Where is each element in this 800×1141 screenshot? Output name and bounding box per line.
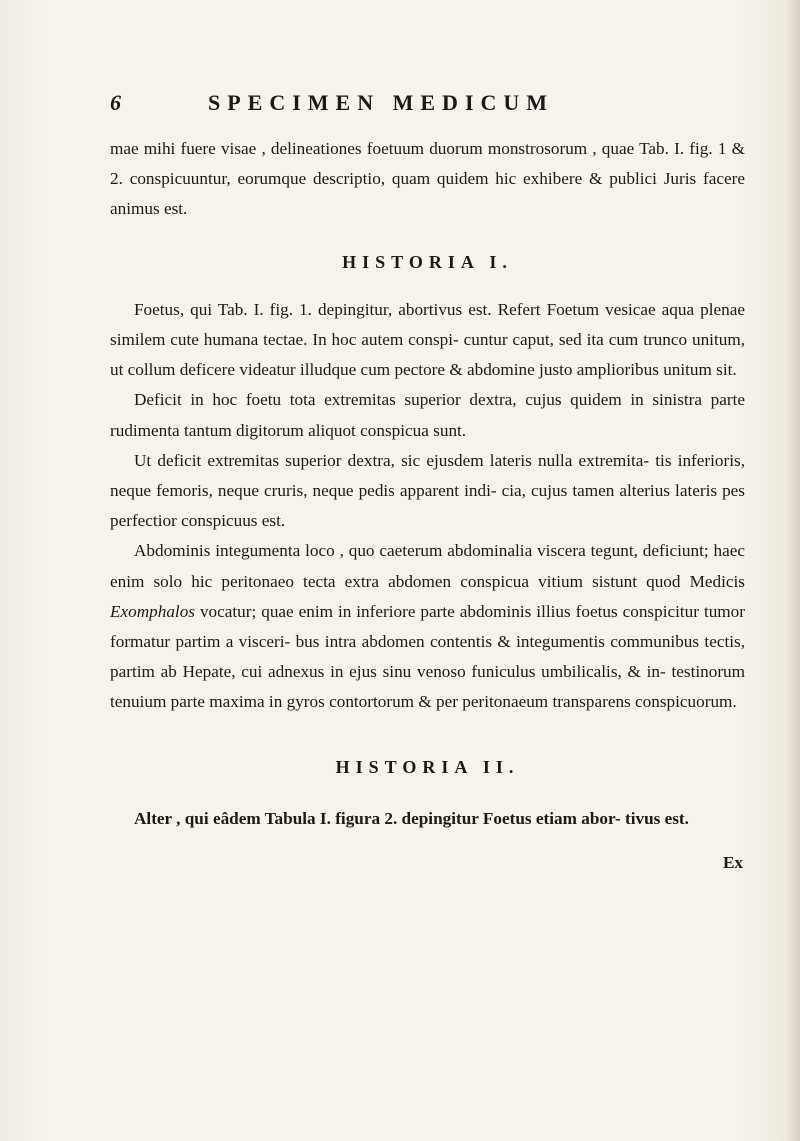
historia-1-paragraph-3: Ut deficit extremitas superior dextra, sic ejusdem lateris nulla extremita- tis inferioris, neque femoris, neque cruris, neque pedis apparent indi- cia, cujus tamen alterius lateris pes perfectior conspicuus est.: [110, 450, 745, 531]
running-head: SPECIMEN MEDICUM: [208, 90, 555, 115]
body-text: [110, 134, 745, 878]
page-number: 6: [110, 90, 121, 115]
section-title-historia-1: HISTORIA I.: [342, 251, 513, 272]
historia-1-paragraph-2: Deficit in hoc foetu tota extremitas superior dextra, cujus quidem in sinistra parte rudimenta tantum digitorum aliquot conspicua sunt.: [110, 390, 745, 440]
historia-1-paragraph-4: [110, 536, 745, 717]
exomphalos-term: Exomphalos: [110, 601, 195, 621]
intro-paragraph: mae mihi fuere visae , delineationes foetuum duorum monstrosorum , quae Tab. I. fig. 1 & 2. conspicuuntur, eorumque descriptio, quam quidem hic exhibere & publici Juris facere animus est.: [110, 139, 745, 219]
catchword: Ex: [722, 853, 743, 873]
historia-1-paragraph-4-part-a: Abdominis integumenta loco , quo caeterum abdominalia viscera tegunt, deficiunt; haec enim solo hic peritonaeo tecta extra abdomen conspicua vitium sistunt quod Medicis: [110, 541, 745, 591]
page-edge-shadow: [786, 0, 800, 1141]
historia-2-paragraph-1: Alter , qui eâdem Tabula I. figura 2. depingitur Foetus etiam abor- tivus est.: [134, 808, 689, 828]
section-title-historia-2: HISTORIA II.: [335, 756, 520, 777]
page-header: [110, 90, 750, 124]
historia-1-paragraph-4-part-b: vocatur; quae enim in inferiore parte abdominis illius foetus conspicitur tumor formatur partim a visceri- bus intra abdomen contentis & integumentis communibus tectis, partim ab Hepate, cui adnexus in ejus sinu venoso funiculus umbilicalis, & in- testinorum tenuium parte maxima in gyros contortorum & per peritonaeum transparens conspicuorum.: [110, 601, 745, 712]
historia-1-paragraph-1: Foetus, qui Tab. I. fig. 1. depingitur, abortivus est. Refert Foetum vesicae aqua plenae similem cute humana tectae. In hoc autem conspi- cuntur caput, sed ita cum trunco unitum, ut collum deficere videatur illudque cum pectore & abdomine justo amplioribus unitum sit.: [110, 299, 745, 380]
